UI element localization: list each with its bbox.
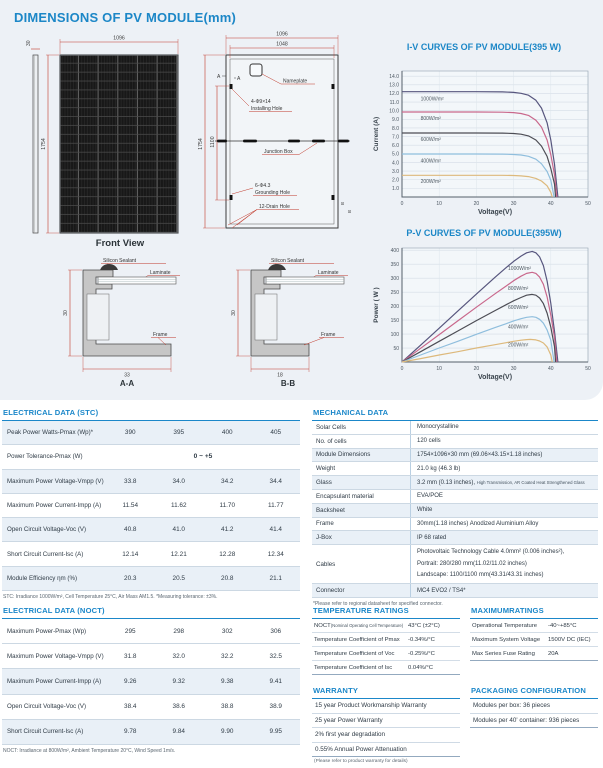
cable-connector: [312, 140, 325, 143]
svg-text:20: 20: [473, 366, 480, 372]
table-row: [2, 644, 300, 669]
back-view-drawing: [195, 22, 390, 240]
cell-value: 21.0 kg (46.3 lb): [417, 465, 461, 472]
section-mark-b: B: [347, 209, 352, 213]
table-row: [312, 647, 460, 661]
silicon-sealant: [100, 264, 118, 270]
cell-value: 306: [270, 627, 282, 635]
cell-value: White: [417, 507, 433, 514]
svg-text:8.0: 8.0: [392, 125, 399, 132]
section-bb-drawing: [226, 252, 376, 387]
warranty-list: [312, 699, 460, 757]
junction-box: [288, 140, 300, 143]
mechanical-section-header: MECHANICAL DATA: [312, 406, 598, 421]
row-label: Backsheet: [316, 506, 345, 514]
cell-value: 32.2: [221, 652, 234, 660]
iv-curves-chart: [368, 55, 600, 227]
svg-text:30: 30: [510, 201, 517, 207]
svg-text:50: 50: [393, 345, 399, 352]
list-item: 0.55% Annual Power Attenuation: [315, 745, 407, 753]
svg-text:1000W/m²: 1000W/m²: [508, 265, 532, 272]
electrical-data-noct-section: [2, 604, 300, 754]
svg-text:400: 400: [390, 248, 399, 255]
mounting-hole: [230, 195, 233, 200]
list-item: Modules per box: 36 pieces: [470, 699, 598, 714]
cell-value-small: High Transmission, AR Coated Heat Strengthened Glass: [476, 479, 585, 485]
aa-height-dim: 30: [63, 310, 69, 316]
table-row: [2, 445, 300, 469]
row-label: Encapsulant material: [316, 492, 374, 500]
temperature-ratings-section: [312, 604, 460, 675]
row-label: Short Circuit Current-Isc (A): [7, 550, 84, 558]
silicon-sealant-label: Silicon Sealant: [103, 258, 137, 264]
row-label: Short Circuit Current-Isc (A): [7, 728, 84, 736]
laminate-label: Laminate: [318, 270, 339, 276]
svg-text:50: 50: [585, 201, 591, 207]
section-aa-drawing: [58, 252, 208, 387]
cell-value: IP 68 rated: [417, 534, 447, 541]
packaging-list: [470, 699, 598, 728]
mounting-hole: [332, 84, 335, 89]
svg-text:3.0: 3.0: [392, 168, 399, 175]
cell-value: 0.04%/°C: [408, 664, 433, 671]
table-row: [2, 720, 300, 745]
grounding-hole-label: Grounding Hole: [255, 190, 291, 196]
svg-text:600W/m²: 600W/m²: [420, 136, 441, 143]
warranty-section-header: WARRANTY: [312, 684, 460, 699]
installing-hole-spec: 4-Φ9×14: [251, 99, 271, 105]
cell-value: 395: [173, 429, 185, 437]
svg-text:100: 100: [390, 331, 399, 338]
row-label: Solar Cells: [316, 423, 346, 431]
row-label: Open Circuit Voltage-Voc (V): [7, 526, 87, 534]
svg-text:40: 40: [548, 366, 554, 372]
cell-value: 34.4: [269, 477, 282, 485]
pv-curves-chart: [368, 240, 600, 392]
table-row: [2, 669, 300, 694]
cell-value: -0.34%/°C: [408, 636, 435, 643]
cell-value: 302: [221, 627, 233, 635]
cell-value: 20A: [548, 650, 559, 657]
cell-value: 1754×1096×30 mm (69.06×43.15×1.18 inches): [417, 451, 543, 458]
drain-hole-label: 12-Drain Hole: [259, 204, 290, 210]
table-row: [312, 421, 598, 435]
warranty-section: [312, 684, 460, 764]
frame-label: Frame: [153, 332, 168, 338]
cell-value: 12.21: [170, 550, 187, 558]
row-label: Maximum System Voltage: [472, 636, 541, 643]
row-label: Open Circuit Voltage-Voc (V): [7, 703, 87, 711]
cell-value: 34.0: [172, 477, 185, 485]
laminate: [266, 277, 344, 284]
cell-value: 38.4: [124, 703, 137, 711]
laminate: [98, 277, 176, 284]
table-row: [312, 518, 598, 532]
cell-value: 9.78: [124, 728, 137, 736]
svg-text:150: 150: [390, 317, 399, 324]
cell-value: 41.4: [269, 526, 282, 534]
cell-value: 3.2 mm (0.13 inches),: [417, 479, 476, 486]
table-row: [2, 518, 300, 542]
cell-value: 41.0: [172, 526, 185, 534]
cell-value: 11.62: [170, 502, 187, 510]
maximum-section-header: MAXIMUMRATINGS: [470, 604, 598, 619]
row-label: Temperature Coefficient of Isc: [314, 664, 393, 671]
cell-value: MC4 EVO2 / TS4*: [417, 587, 466, 594]
table-row: [312, 531, 598, 545]
table-row: [2, 695, 300, 720]
row-label: NOCT: [314, 622, 331, 629]
installing-hole-label: Installing Hole: [251, 106, 283, 112]
row-label: Peak Power Watts-Pmax (Wp)*: [7, 429, 94, 437]
front-view-drawing: [20, 28, 190, 240]
svg-text:0: 0: [400, 201, 404, 207]
svg-text:Voltage(V): Voltage(V): [477, 374, 513, 381]
aa-width-dim: 33: [124, 372, 130, 379]
nameplate: [250, 64, 262, 76]
row-label: Maximum Power-Pmax (Wp): [7, 627, 87, 635]
cell-value: 20.8: [221, 574, 234, 582]
module-side-silhouette: [33, 55, 38, 233]
cell-value: -40~+85°C: [548, 622, 577, 629]
svg-text:10: 10: [436, 366, 442, 372]
table-row: [470, 619, 598, 633]
row-label: Frame: [316, 520, 334, 528]
svg-text:11.0: 11.0: [389, 99, 399, 106]
list-item: 15 year Product Workmanship Warranty: [312, 699, 460, 714]
stc-footnote: STC: Irradiance 1000W/m², Cell Temperature 25°C, Air Mass AM1.5. *Measuring tolerance: ±3%.: [3, 594, 218, 601]
svg-text:200: 200: [390, 303, 399, 310]
stc-section-header: ELECTRICAL DATA (STC): [2, 406, 300, 421]
cell-value: 33.8: [124, 477, 137, 485]
module-cell-grid: [60, 55, 178, 233]
table-row: [2, 470, 300, 494]
svg-text:800W/m²: 800W/m²: [508, 285, 529, 292]
svg-text:Voltage(V): Voltage(V): [477, 209, 513, 216]
cell-value: 32.0: [172, 652, 185, 660]
row-label: J-Box: [316, 534, 332, 542]
bb-height-dim: 30: [231, 310, 237, 316]
table-row: [470, 647, 598, 660]
pv-chart-title: P-V CURVES OF PV MODULE(395W): [406, 228, 562, 238]
cell-value: 20.3: [124, 574, 137, 582]
row-label: Module Efficiency ηm (%): [7, 574, 78, 582]
back-height-dim: 1754: [198, 138, 204, 150]
row-label: Power Tolerance-Pmax (W): [7, 453, 83, 461]
section-aa-caption: A-A: [119, 379, 135, 387]
row-label: Module Dimensions: [316, 451, 371, 459]
row-label: Temperature Coefficient of Voc: [314, 650, 395, 657]
stc-table: [2, 421, 300, 591]
cell-value: 9.95: [269, 728, 282, 736]
junction-box-label: Junction Box: [264, 149, 293, 155]
svg-text:800W/m²: 800W/m²: [420, 116, 441, 123]
svg-text:30: 30: [510, 366, 517, 372]
cell-value: 38.6: [172, 703, 185, 711]
cell-value: 12.28: [219, 550, 236, 558]
row-label: Cables: [316, 560, 336, 568]
svg-text:2.0: 2.0: [392, 177, 399, 184]
section-mark-a: A: [217, 74, 221, 80]
row-label: No. of cells: [316, 437, 347, 445]
silicon-sealant-label: Silicon Sealant: [271, 258, 305, 264]
cell-value: 0 ~ +5: [193, 453, 213, 461]
cell-value: 20.5: [172, 574, 185, 582]
cable-connector: [338, 140, 349, 143]
front-width-dim: 1096: [113, 35, 125, 42]
svg-text:1000W/m²: 1000W/m²: [420, 96, 444, 103]
cell-value: 40.8: [124, 526, 137, 534]
cell-value: 295: [124, 627, 136, 635]
packaging-section: [470, 684, 598, 728]
svg-text:14.0: 14.0: [389, 73, 399, 80]
svg-text:200W/m²: 200W/m²: [420, 179, 441, 186]
svg-text:200W/m²: 200W/m²: [508, 342, 529, 349]
svg-text:600W/m²: 600W/m²: [508, 304, 529, 311]
cell-value: Monocrystalline: [417, 424, 459, 431]
cell-value: 43°C (±2°C): [408, 622, 440, 629]
warranty-footnote: (Please refer to product warranty for details): [314, 759, 408, 764]
table-row: [312, 584, 598, 598]
svg-text:10.0: 10.0: [389, 108, 399, 115]
back-inner-width-dim: 1048: [276, 41, 288, 48]
svg-text:9.0: 9.0: [392, 117, 399, 124]
svg-text:40: 40: [548, 201, 554, 207]
cell-value: 9.84: [172, 728, 185, 736]
row-label: Operational Temperature: [472, 622, 538, 629]
cell-value: 9.26: [124, 677, 137, 685]
svg-text:7.0: 7.0: [392, 134, 399, 141]
noct-footnote: NOCT: Irradiance at 800W/m², Ambient Temperature 20°C, Wind Speed 1m/s.: [3, 747, 176, 754]
cell-value: 41.2: [221, 526, 234, 534]
svg-text:5.0: 5.0: [392, 151, 399, 158]
cell-value: 390: [124, 429, 136, 437]
front-thickness-dim: 30: [26, 40, 32, 46]
row-label: Maximum Power Voltage-Vmpp (V): [7, 652, 104, 660]
cell-value: 9.38: [221, 677, 234, 685]
svg-text:12.0: 12.0: [389, 91, 399, 98]
cell-value: -0.25%/°C: [408, 650, 435, 657]
cell-value: 120 cells: [417, 438, 441, 445]
svg-text:6.0: 6.0: [392, 143, 399, 150]
list-item: 2% first year degradation: [312, 728, 460, 743]
list-item: Modules per 40' container: 936 pieces: [473, 716, 580, 724]
back-hole-span-dim: 1100: [210, 136, 216, 148]
cell-value: 11.77: [267, 502, 284, 510]
cell-value: 38.9: [269, 703, 282, 711]
front-height-dim: 1754: [41, 138, 47, 150]
table-row: [312, 619, 460, 633]
table-row: [312, 545, 598, 584]
cell-value: 9.32: [172, 677, 185, 685]
front-view-caption: Front View: [95, 238, 145, 249]
table-row: [312, 661, 460, 674]
cell-value: 21.1: [269, 574, 282, 582]
temperature-section-header: TEMPERATURE RATINGS: [312, 604, 460, 619]
electrical-data-stc-section: [2, 406, 300, 600]
svg-text:Current (A): Current (A): [373, 116, 380, 152]
row-label: Weight: [316, 465, 336, 473]
svg-text:250: 250: [390, 289, 399, 296]
temperature-table: [312, 619, 460, 675]
svg-text:350: 350: [390, 262, 399, 269]
table-row: [2, 619, 300, 644]
cable-connector: [243, 140, 257, 143]
table-row: [312, 476, 598, 490]
svg-text:1.0: 1.0: [392, 186, 399, 193]
table-row: [2, 542, 300, 566]
svg-text:Power ( W ): Power ( W ): [373, 287, 380, 323]
table-row: [312, 633, 460, 647]
table-row: [312, 462, 598, 476]
table-row: [2, 421, 300, 445]
noct-table: [2, 619, 300, 745]
cell-value: 1500V DC (IEC): [548, 636, 591, 643]
cell-value: 12.14: [122, 550, 139, 558]
cell-value: Landscape: 1100/1100 mm(43.31/43.31 inches): [417, 571, 544, 578]
list-item: 25 year Power Warranty: [312, 714, 460, 729]
cell-value: 38.8: [221, 703, 234, 711]
table-row: [312, 449, 598, 463]
laminate-label: Laminate: [150, 270, 171, 276]
mechanical-table: [312, 421, 598, 598]
cell-value: 31.8: [124, 652, 137, 660]
maximum-ratings-section: [470, 604, 598, 661]
mechanical-data-section: [312, 406, 598, 607]
row-label: Maximum Power Voltage-Vmpp (V): [7, 477, 104, 485]
svg-text:400W/m²: 400W/m²: [420, 158, 441, 165]
cell-value: Photovoltaic Technology Cable 4.0mm² (0.006 inches²),: [417, 549, 565, 556]
row-label: Maximum Power Current-Impp (A): [7, 502, 102, 510]
back-outer-width-dim: 1096: [276, 31, 288, 38]
row-label: Maximum Power Current-Impp (A): [7, 677, 102, 685]
cell-value: 400: [221, 429, 233, 437]
svg-text:300: 300: [390, 275, 399, 282]
cell-value: Portrait: 280/280 mm(11.02/11.02 inches): [417, 560, 527, 567]
cell-value: 12.34: [267, 550, 284, 558]
cable-connector: [217, 140, 227, 143]
svg-text:50: 50: [585, 366, 591, 372]
page-title: DIMENSIONS OF PV MODULE(mm): [14, 10, 237, 25]
cell-value: 9.90: [221, 728, 234, 736]
cell-value: 298: [173, 627, 185, 635]
maximum-table: [470, 619, 598, 661]
table-row: [312, 490, 598, 504]
noct-section-header: ELECTRICAL DATA (NOCT): [2, 604, 300, 619]
svg-text:13.0: 13.0: [389, 82, 399, 89]
cell-value: 11.54: [122, 502, 139, 510]
row-label-small: (Nominal Operating Cell Temperature): [330, 622, 404, 628]
row-label: Temperature Coefficient of Pmax: [314, 636, 400, 643]
section-mark-b: B: [340, 201, 345, 205]
svg-text:10: 10: [436, 201, 442, 207]
row-label: Max Series Fuse Rating: [472, 650, 535, 657]
cell-value: EVA/POE: [417, 493, 443, 500]
table-row: [2, 494, 300, 518]
frame-label: Frame: [321, 332, 336, 338]
mechanical-footnote: *Please refer to regional datasheet for specified connector.: [313, 601, 443, 608]
svg-text:4.0: 4.0: [392, 160, 399, 167]
section-bb-caption: B-B: [280, 379, 296, 387]
row-label: Glass: [316, 479, 332, 487]
table-row: [312, 435, 598, 449]
iv-chart-title: I-V CURVES OF PV MODULE(395 W): [406, 42, 562, 52]
grounding-hole-spec: 6-Φ4.3: [255, 183, 271, 189]
svg-text:400W/m²: 400W/m²: [508, 324, 529, 331]
table-row: [2, 567, 300, 591]
mounting-hole: [230, 84, 233, 89]
section-mark-a: A: [237, 76, 241, 82]
table-row: [312, 504, 598, 518]
cell-value: 405: [270, 429, 282, 437]
cell-value: 11.70: [219, 502, 236, 510]
row-label: Connector: [316, 587, 345, 595]
table-row: [470, 633, 598, 647]
bb-width-dim: 18: [277, 372, 283, 379]
cell-value: 30mm(1.18 inches) Anodized Aluminium Alloy: [417, 520, 539, 527]
svg-text:20: 20: [473, 201, 480, 207]
mounting-hole: [332, 195, 335, 200]
cell-value: 9.41: [269, 677, 282, 685]
silicon-sealant: [268, 264, 286, 270]
nameplate-label: Nameplate: [283, 78, 308, 85]
packaging-section-header: PACKAGING CONFIGURATION: [470, 684, 598, 699]
cell-value: 32.5: [269, 652, 282, 660]
cell-value: 34.2: [221, 477, 234, 485]
svg-text:0: 0: [400, 366, 404, 372]
